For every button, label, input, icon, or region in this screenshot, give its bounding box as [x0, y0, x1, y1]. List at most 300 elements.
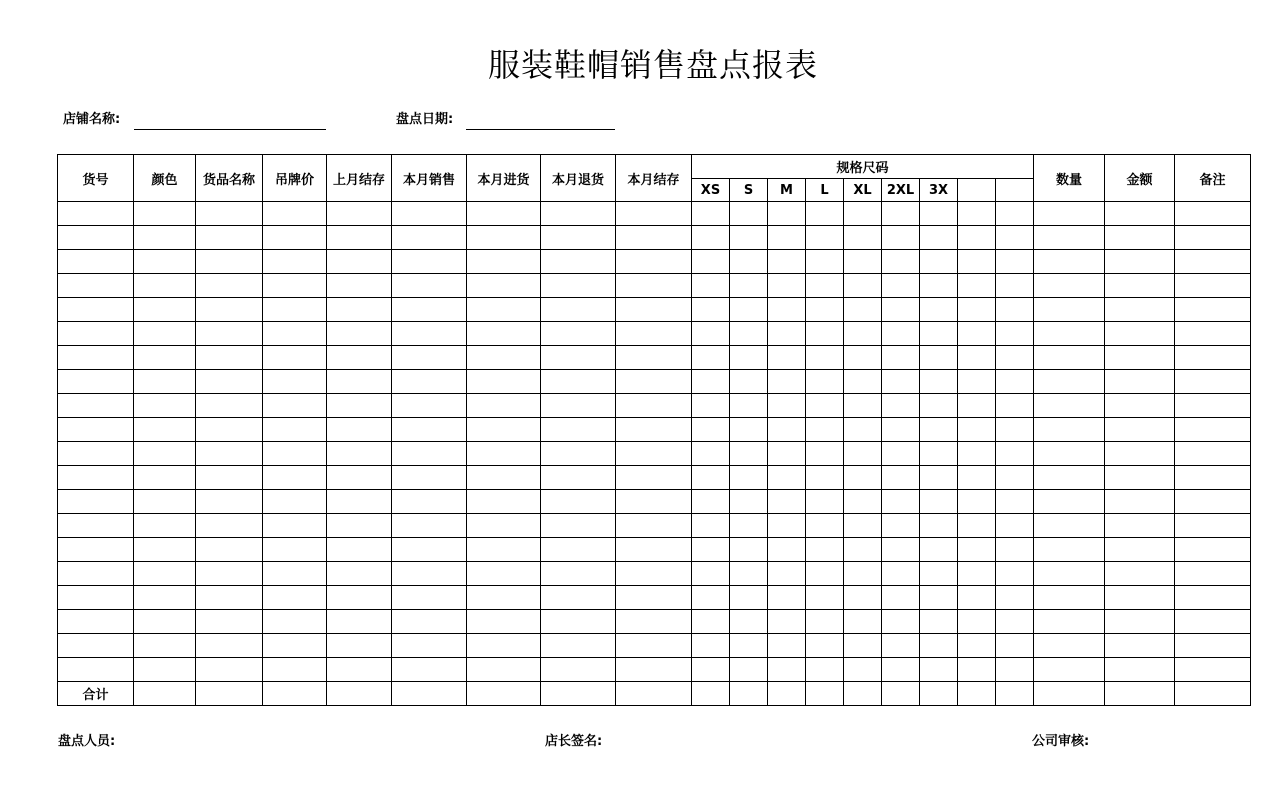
table-cell[interactable] — [467, 394, 541, 418]
table-cell[interactable] — [1175, 298, 1251, 322]
table-cell[interactable] — [882, 634, 920, 658]
table-cell[interactable] — [1175, 586, 1251, 610]
table-cell[interactable] — [134, 682, 196, 706]
table-cell[interactable] — [327, 562, 392, 586]
table-cell[interactable] — [616, 322, 692, 346]
table-cell[interactable] — [920, 226, 958, 250]
table-cell[interactable] — [58, 370, 134, 394]
table-cell[interactable] — [1034, 418, 1105, 442]
table-cell[interactable] — [541, 370, 616, 394]
table-cell[interactable] — [58, 298, 134, 322]
table-cell[interactable] — [920, 658, 958, 682]
table-cell[interactable] — [467, 322, 541, 346]
table-cell[interactable] — [692, 610, 730, 634]
table-cell[interactable] — [958, 394, 996, 418]
table-cell[interactable] — [541, 202, 616, 226]
table-cell[interactable] — [134, 442, 196, 466]
table-cell[interactable] — [58, 274, 134, 298]
table-cell[interactable] — [616, 370, 692, 394]
table-cell[interactable] — [541, 490, 616, 514]
table-cell[interactable] — [730, 202, 768, 226]
table-cell[interactable] — [920, 250, 958, 274]
table-cell[interactable] — [1175, 322, 1251, 346]
table-cell[interactable] — [263, 610, 327, 634]
table-cell[interactable] — [844, 658, 882, 682]
table-cell[interactable] — [920, 586, 958, 610]
table-cell[interactable] — [768, 586, 806, 610]
table-cell[interactable] — [196, 418, 263, 442]
table-cell[interactable] — [263, 250, 327, 274]
table-cell[interactable] — [392, 370, 467, 394]
table-cell[interactable] — [58, 226, 134, 250]
table-cell[interactable] — [467, 202, 541, 226]
table-cell[interactable] — [1175, 370, 1251, 394]
table-cell[interactable] — [730, 610, 768, 634]
table-cell[interactable] — [134, 418, 196, 442]
table-cell[interactable] — [263, 298, 327, 322]
table-cell[interactable] — [996, 298, 1034, 322]
table-cell[interactable] — [392, 250, 467, 274]
table-cell[interactable] — [1175, 466, 1251, 490]
table-cell[interactable] — [806, 514, 844, 538]
table-cell[interactable] — [134, 274, 196, 298]
table-cell[interactable] — [616, 226, 692, 250]
table-cell[interactable] — [768, 490, 806, 514]
table-cell[interactable] — [616, 346, 692, 370]
table-cell[interactable] — [882, 226, 920, 250]
table-cell[interactable] — [58, 394, 134, 418]
table-cell[interactable] — [920, 202, 958, 226]
table-cell[interactable] — [920, 298, 958, 322]
table-cell[interactable] — [768, 682, 806, 706]
table-cell[interactable] — [768, 466, 806, 490]
table-cell[interactable] — [1175, 610, 1251, 634]
table-cell[interactable] — [327, 466, 392, 490]
table-cell[interactable] — [134, 250, 196, 274]
table-cell[interactable] — [996, 322, 1034, 346]
table-cell[interactable] — [327, 346, 392, 370]
table-cell[interactable] — [958, 658, 996, 682]
table-cell[interactable] — [263, 394, 327, 418]
table-cell[interactable] — [58, 562, 134, 586]
table-cell[interactable] — [882, 250, 920, 274]
table-cell[interactable] — [882, 370, 920, 394]
table-cell[interactable] — [541, 634, 616, 658]
table-cell[interactable] — [730, 346, 768, 370]
table-cell[interactable] — [196, 370, 263, 394]
table-cell[interactable] — [806, 610, 844, 634]
table-cell[interactable] — [806, 298, 844, 322]
table-cell[interactable] — [327, 418, 392, 442]
table-cell[interactable] — [1105, 538, 1175, 562]
table-cell[interactable] — [844, 562, 882, 586]
table-cell[interactable] — [1105, 658, 1175, 682]
table-cell[interactable] — [134, 658, 196, 682]
table-cell[interactable] — [806, 490, 844, 514]
table-cell[interactable] — [882, 418, 920, 442]
table-cell[interactable] — [920, 514, 958, 538]
table-cell[interactable] — [920, 682, 958, 706]
table-cell[interactable] — [730, 394, 768, 418]
table-cell[interactable] — [806, 658, 844, 682]
table-cell[interactable] — [806, 202, 844, 226]
table-cell[interactable] — [616, 418, 692, 442]
table-cell[interactable] — [996, 682, 1034, 706]
table-cell[interactable] — [616, 658, 692, 682]
table-cell[interactable] — [920, 490, 958, 514]
table-cell[interactable] — [844, 394, 882, 418]
table-cell[interactable] — [730, 274, 768, 298]
table-cell[interactable] — [958, 226, 996, 250]
table-cell[interactable] — [392, 394, 467, 418]
table-cell[interactable] — [1105, 682, 1175, 706]
table-cell[interactable] — [541, 538, 616, 562]
table-cell[interactable] — [58, 634, 134, 658]
table-cell[interactable] — [768, 394, 806, 418]
table-cell[interactable] — [196, 658, 263, 682]
table-cell[interactable] — [692, 682, 730, 706]
table-cell[interactable] — [327, 298, 392, 322]
table-cell[interactable] — [1105, 202, 1175, 226]
table-cell[interactable] — [1034, 610, 1105, 634]
table-cell[interactable] — [327, 226, 392, 250]
table-cell[interactable] — [134, 370, 196, 394]
table-cell[interactable] — [882, 586, 920, 610]
table-cell[interactable] — [467, 586, 541, 610]
table-cell[interactable] — [958, 346, 996, 370]
table-cell[interactable] — [58, 346, 134, 370]
table-cell[interactable] — [196, 538, 263, 562]
table-cell[interactable] — [196, 274, 263, 298]
table-cell[interactable] — [1034, 634, 1105, 658]
table-cell[interactable] — [1175, 250, 1251, 274]
table-cell[interactable] — [920, 466, 958, 490]
table-cell[interactable] — [1034, 490, 1105, 514]
table-cell[interactable] — [768, 226, 806, 250]
table-cell[interactable] — [920, 610, 958, 634]
table-cell[interactable] — [541, 250, 616, 274]
table-cell[interactable] — [844, 298, 882, 322]
table-cell[interactable] — [263, 370, 327, 394]
table-cell[interactable] — [616, 466, 692, 490]
table-cell[interactable] — [263, 538, 327, 562]
table-cell[interactable] — [1105, 322, 1175, 346]
table-cell[interactable] — [1105, 610, 1175, 634]
table-cell[interactable] — [541, 586, 616, 610]
table-cell[interactable] — [134, 298, 196, 322]
table-cell[interactable] — [996, 538, 1034, 562]
table-cell[interactable] — [196, 346, 263, 370]
table-cell[interactable] — [958, 490, 996, 514]
table-cell[interactable] — [327, 634, 392, 658]
table-cell[interactable] — [996, 562, 1034, 586]
table-cell[interactable] — [467, 514, 541, 538]
table-cell[interactable] — [327, 442, 392, 466]
table-cell[interactable] — [1175, 634, 1251, 658]
table-cell[interactable] — [1175, 682, 1251, 706]
table-cell[interactable] — [467, 370, 541, 394]
table-cell[interactable] — [1034, 226, 1105, 250]
table-cell[interactable] — [730, 658, 768, 682]
table-cell[interactable] — [958, 538, 996, 562]
table-cell[interactable] — [327, 586, 392, 610]
table-cell[interactable] — [996, 442, 1034, 466]
table-cell[interactable] — [134, 538, 196, 562]
table-cell[interactable] — [616, 562, 692, 586]
table-cell[interactable] — [844, 514, 882, 538]
table-cell[interactable] — [692, 586, 730, 610]
table-cell[interactable] — [1034, 682, 1105, 706]
table-cell[interactable] — [58, 202, 134, 226]
table-cell[interactable] — [806, 274, 844, 298]
table-cell[interactable] — [1034, 658, 1105, 682]
table-cell[interactable] — [196, 250, 263, 274]
table-cell[interactable] — [882, 658, 920, 682]
table-cell[interactable] — [616, 202, 692, 226]
table-cell[interactable] — [1175, 346, 1251, 370]
table-cell[interactable] — [1175, 202, 1251, 226]
table-cell[interactable] — [541, 274, 616, 298]
table-cell[interactable] — [882, 274, 920, 298]
table-cell[interactable] — [844, 466, 882, 490]
table-cell[interactable] — [768, 370, 806, 394]
table-cell[interactable] — [392, 490, 467, 514]
table-cell[interactable] — [616, 298, 692, 322]
table-cell[interactable] — [882, 394, 920, 418]
table-cell[interactable] — [958, 322, 996, 346]
table-cell[interactable] — [327, 274, 392, 298]
table-cell[interactable] — [58, 658, 134, 682]
table-cell[interactable] — [958, 298, 996, 322]
table-cell[interactable] — [616, 634, 692, 658]
table-cell[interactable] — [196, 586, 263, 610]
table-cell[interactable] — [541, 658, 616, 682]
table-cell[interactable] — [196, 226, 263, 250]
table-cell[interactable] — [958, 418, 996, 442]
table-cell[interactable] — [467, 442, 541, 466]
table-cell[interactable] — [616, 394, 692, 418]
table-cell[interactable] — [844, 370, 882, 394]
table-cell[interactable] — [882, 682, 920, 706]
table-cell[interactable] — [768, 322, 806, 346]
table-cell[interactable] — [844, 682, 882, 706]
table-cell[interactable] — [730, 322, 768, 346]
table-cell[interactable] — [730, 466, 768, 490]
table-cell[interactable] — [920, 370, 958, 394]
table-cell[interactable] — [730, 586, 768, 610]
table-cell[interactable] — [958, 586, 996, 610]
table-cell[interactable] — [1034, 370, 1105, 394]
table-cell[interactable] — [996, 514, 1034, 538]
table-cell[interactable] — [392, 562, 467, 586]
table-cell[interactable] — [392, 466, 467, 490]
table-cell[interactable] — [844, 226, 882, 250]
table-cell[interactable] — [327, 202, 392, 226]
table-cell[interactable] — [58, 490, 134, 514]
table-cell[interactable] — [1105, 586, 1175, 610]
table-cell[interactable] — [958, 682, 996, 706]
table-cell[interactable] — [196, 634, 263, 658]
table-cell[interactable] — [920, 346, 958, 370]
table-cell[interactable] — [806, 682, 844, 706]
table-cell[interactable] — [692, 562, 730, 586]
table-cell[interactable] — [467, 418, 541, 442]
table-cell[interactable] — [882, 346, 920, 370]
table-cell[interactable] — [806, 538, 844, 562]
table-cell[interactable] — [134, 394, 196, 418]
table-cell[interactable] — [196, 322, 263, 346]
table-cell[interactable] — [196, 610, 263, 634]
table-cell[interactable] — [134, 226, 196, 250]
table-cell[interactable] — [768, 202, 806, 226]
table-cell[interactable] — [958, 514, 996, 538]
table-cell[interactable] — [844, 274, 882, 298]
table-cell[interactable] — [327, 610, 392, 634]
table-cell[interactable] — [134, 202, 196, 226]
table-cell[interactable] — [730, 682, 768, 706]
table-cell[interactable] — [768, 250, 806, 274]
table-cell[interactable] — [920, 634, 958, 658]
table-cell[interactable] — [692, 466, 730, 490]
table-cell[interactable] — [692, 250, 730, 274]
table-cell[interactable] — [58, 610, 134, 634]
table-cell[interactable] — [958, 250, 996, 274]
table-cell[interactable] — [996, 610, 1034, 634]
table-cell[interactable] — [1175, 514, 1251, 538]
table-cell[interactable] — [541, 466, 616, 490]
table-cell[interactable] — [730, 442, 768, 466]
table-cell[interactable] — [996, 418, 1034, 442]
table-cell[interactable] — [196, 562, 263, 586]
table-cell[interactable] — [730, 538, 768, 562]
table-cell[interactable] — [768, 298, 806, 322]
table-cell[interactable] — [730, 298, 768, 322]
table-cell[interactable] — [134, 514, 196, 538]
table-cell[interactable] — [616, 274, 692, 298]
table-cell[interactable] — [263, 490, 327, 514]
table-cell[interactable] — [1105, 370, 1175, 394]
table-cell[interactable] — [263, 514, 327, 538]
table-cell[interactable] — [692, 442, 730, 466]
table-cell[interactable] — [996, 226, 1034, 250]
table-cell[interactable] — [467, 658, 541, 682]
table-cell[interactable] — [392, 514, 467, 538]
table-cell[interactable] — [58, 442, 134, 466]
table-cell[interactable] — [327, 490, 392, 514]
table-cell[interactable] — [996, 634, 1034, 658]
table-cell[interactable] — [392, 274, 467, 298]
table-cell[interactable] — [616, 250, 692, 274]
table-cell[interactable] — [467, 682, 541, 706]
table-cell[interactable] — [1175, 226, 1251, 250]
table-cell[interactable] — [730, 634, 768, 658]
table-cell[interactable] — [958, 466, 996, 490]
table-cell[interactable] — [1034, 298, 1105, 322]
table-cell[interactable] — [1105, 562, 1175, 586]
table-cell[interactable] — [58, 514, 134, 538]
table-cell[interactable] — [541, 394, 616, 418]
table-cell[interactable] — [134, 586, 196, 610]
table-cell[interactable] — [882, 322, 920, 346]
table-cell[interactable] — [1034, 250, 1105, 274]
table-cell[interactable] — [692, 394, 730, 418]
table-cell[interactable] — [730, 490, 768, 514]
table-cell[interactable] — [392, 202, 467, 226]
table-cell[interactable] — [882, 202, 920, 226]
table-cell[interactable] — [958, 610, 996, 634]
table-cell[interactable] — [692, 658, 730, 682]
table-cell[interactable] — [768, 538, 806, 562]
table-cell[interactable] — [1105, 490, 1175, 514]
table-cell[interactable] — [392, 682, 467, 706]
table-cell[interactable] — [920, 562, 958, 586]
table-cell[interactable] — [467, 466, 541, 490]
table-cell[interactable] — [263, 274, 327, 298]
table-cell[interactable] — [806, 562, 844, 586]
table-cell[interactable] — [541, 442, 616, 466]
table-cell[interactable] — [1175, 490, 1251, 514]
table-cell[interactable] — [134, 466, 196, 490]
table-cell[interactable] — [920, 274, 958, 298]
table-cell[interactable] — [467, 538, 541, 562]
table-cell[interactable] — [58, 322, 134, 346]
table-cell[interactable] — [996, 586, 1034, 610]
table-cell[interactable] — [1034, 394, 1105, 418]
table-cell[interactable] — [730, 370, 768, 394]
table-cell[interactable] — [616, 610, 692, 634]
table-cell[interactable] — [1105, 394, 1175, 418]
table-cell[interactable] — [1034, 562, 1105, 586]
table-cell[interactable] — [958, 442, 996, 466]
table-cell[interactable] — [806, 586, 844, 610]
table-cell[interactable] — [58, 466, 134, 490]
table-cell[interactable] — [806, 418, 844, 442]
table-cell[interactable] — [882, 490, 920, 514]
table-cell[interactable] — [263, 202, 327, 226]
table-cell[interactable] — [996, 394, 1034, 418]
table-cell[interactable] — [392, 226, 467, 250]
table-cell[interactable] — [806, 226, 844, 250]
table-cell[interactable] — [920, 442, 958, 466]
table-cell[interactable] — [806, 442, 844, 466]
table-cell[interactable] — [327, 322, 392, 346]
table-cell[interactable] — [844, 490, 882, 514]
table-cell[interactable] — [392, 322, 467, 346]
table-cell[interactable] — [844, 346, 882, 370]
table-cell[interactable] — [541, 514, 616, 538]
table-cell[interactable] — [467, 610, 541, 634]
table-cell[interactable] — [263, 466, 327, 490]
table-cell[interactable] — [1105, 226, 1175, 250]
table-cell[interactable] — [1175, 418, 1251, 442]
table-cell[interactable] — [392, 658, 467, 682]
table-cell[interactable] — [1034, 538, 1105, 562]
store-name-field[interactable] — [134, 129, 326, 130]
table-cell[interactable] — [692, 298, 730, 322]
table-cell[interactable] — [806, 394, 844, 418]
table-cell[interactable] — [58, 586, 134, 610]
table-cell[interactable] — [58, 418, 134, 442]
table-cell[interactable] — [263, 346, 327, 370]
table-cell[interactable] — [692, 274, 730, 298]
table-cell[interactable] — [1175, 274, 1251, 298]
table-cell[interactable] — [327, 370, 392, 394]
table-cell[interactable] — [692, 202, 730, 226]
table-cell[interactable] — [1105, 634, 1175, 658]
table-cell[interactable] — [692, 226, 730, 250]
table-cell[interactable] — [196, 490, 263, 514]
table-cell[interactable] — [467, 250, 541, 274]
